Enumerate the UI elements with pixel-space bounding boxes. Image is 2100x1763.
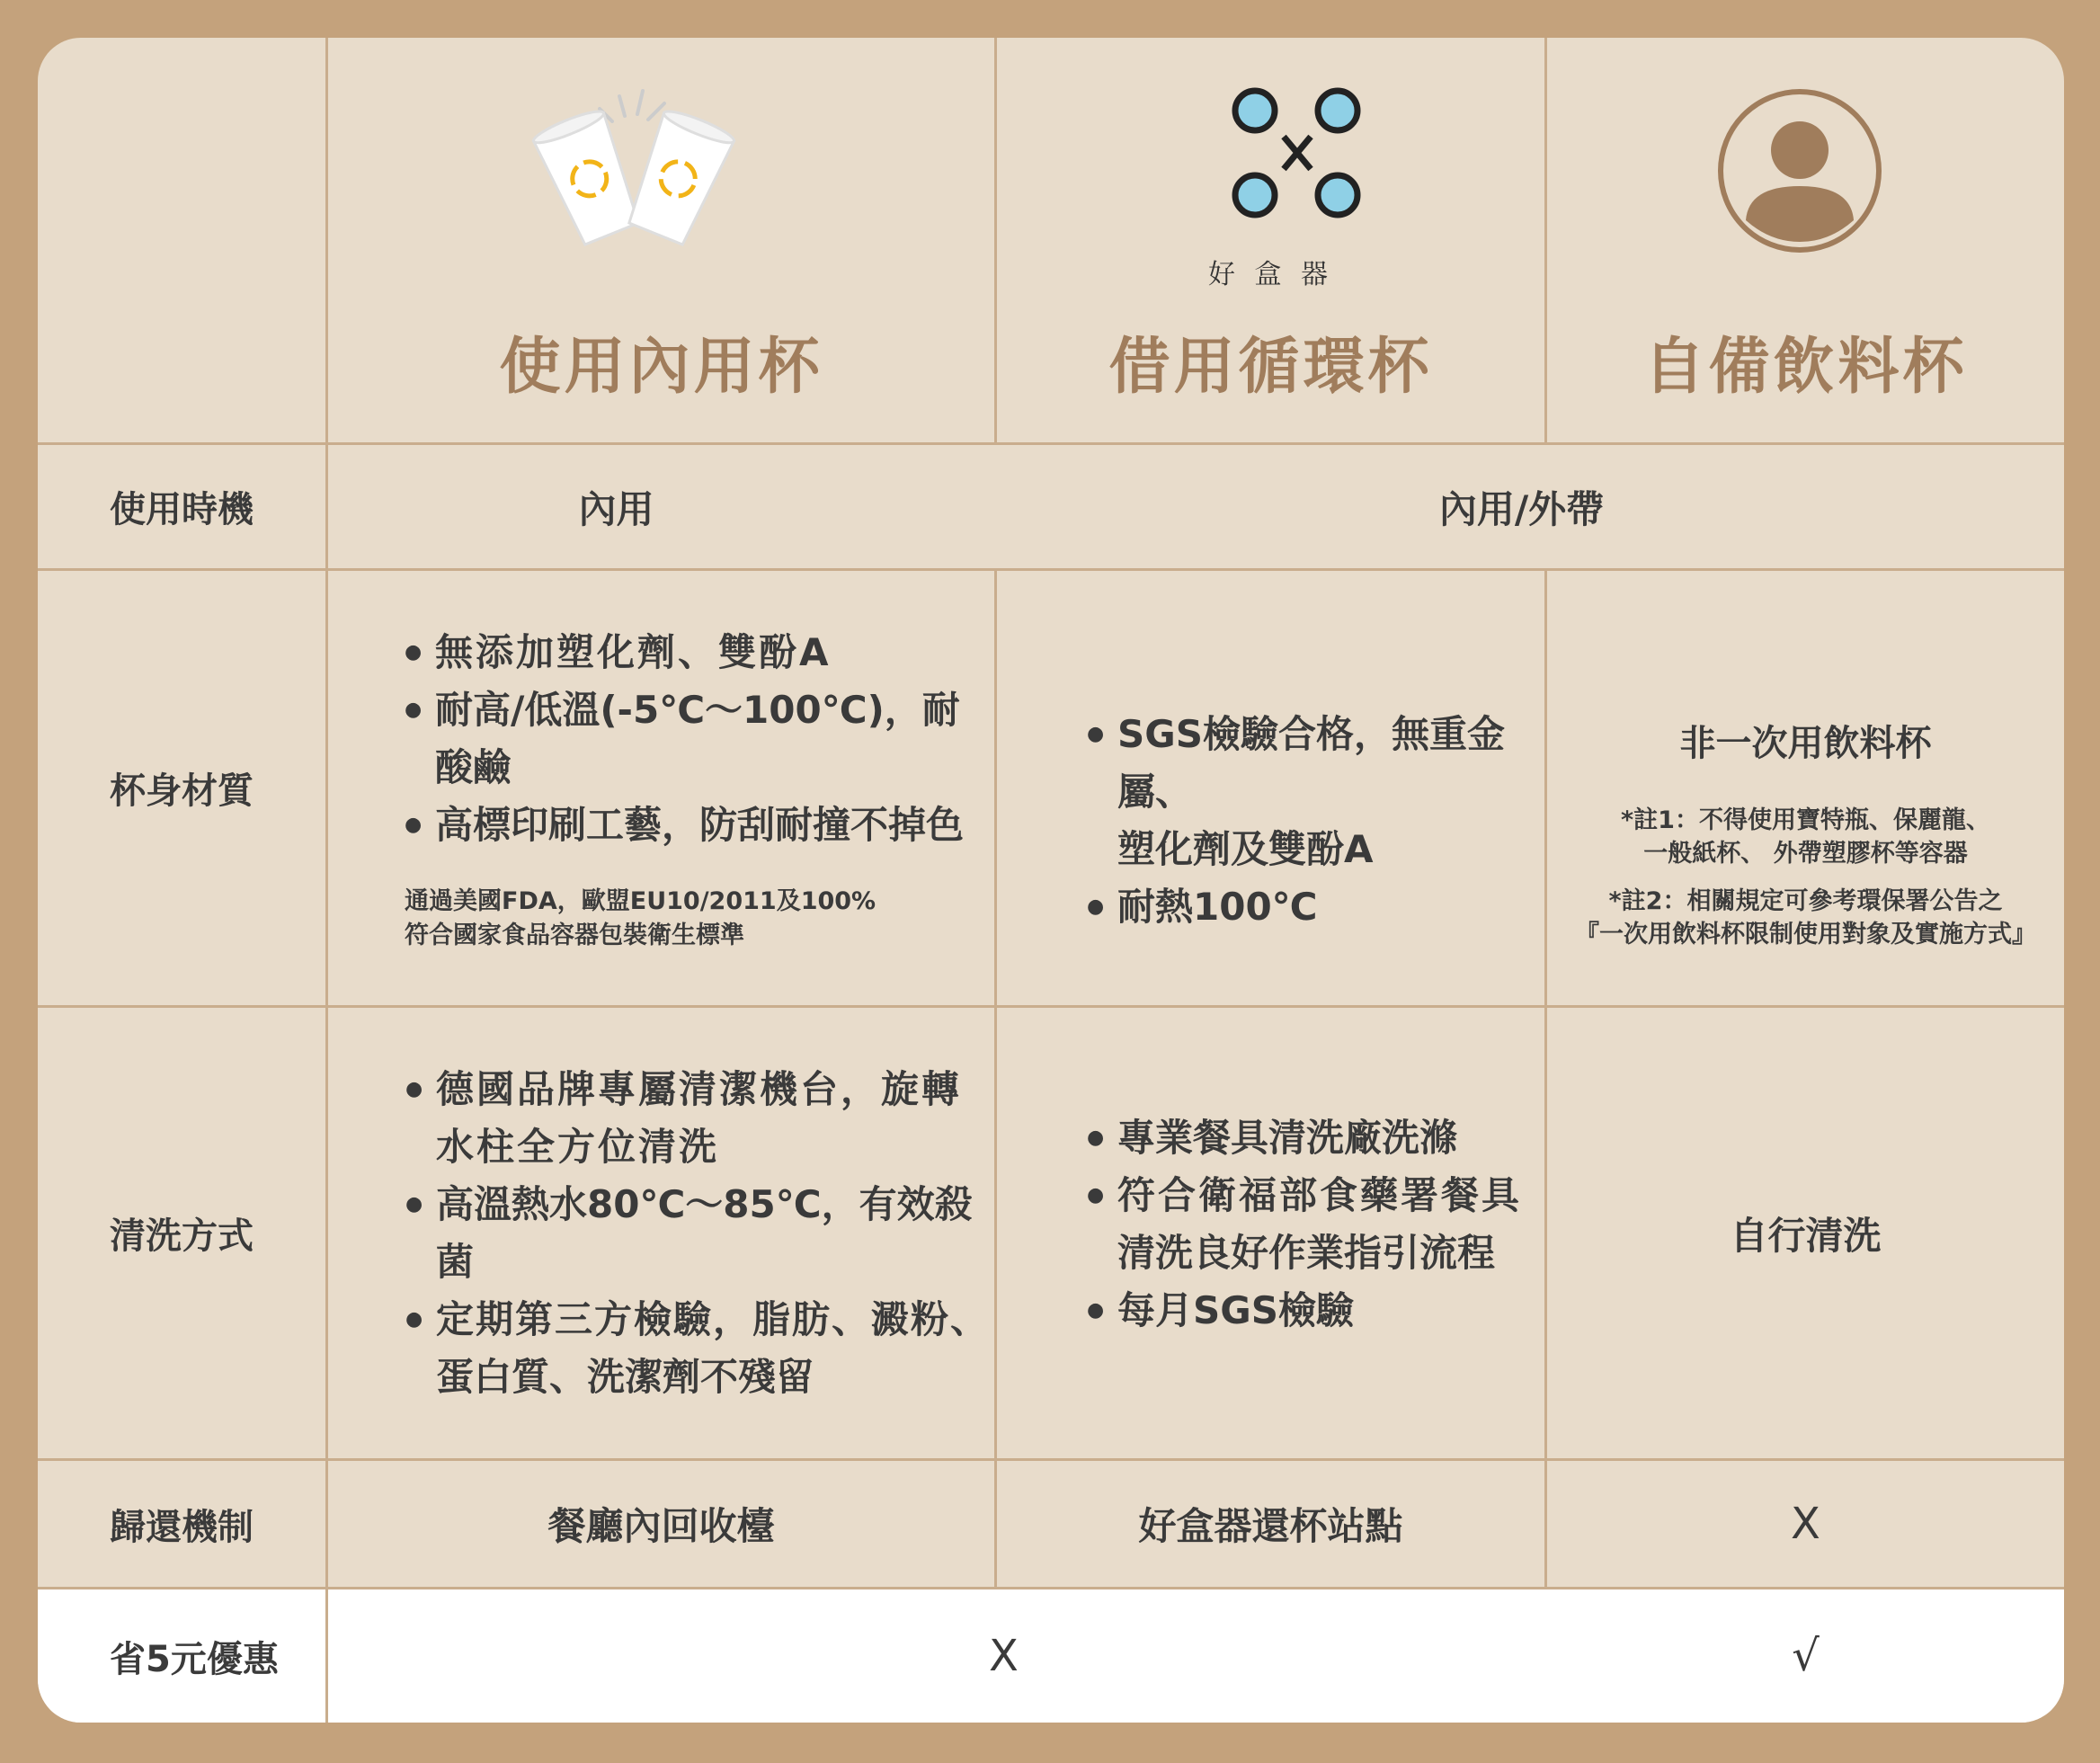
cleaning-own-cup: 自行清洗: [1730, 1213, 1882, 1258]
list-item: ● 高溫熱水80℃～85℃，有效殺菌: [405, 1176, 994, 1291]
row-label-material: 杯身材質: [110, 770, 254, 812]
list-item: ● 耐高/低溫(-5℃～100℃)，耐酸鹼: [405, 681, 994, 797]
note-line: *註2：相關規定可參考環保署公告之: [1608, 887, 2003, 915]
col-title-own-cup: 自備飲料杯: [1643, 332, 1968, 403]
return-dine-in: 餐廳內回收檯: [547, 1504, 775, 1548]
comparison-card: [38, 38, 2064, 1723]
list-item: 塑化劑及雙酚A: [1117, 827, 1374, 871]
cleaning-reusable-list: [1087, 1109, 1522, 1340]
material-reusable-list: [1087, 706, 1544, 936]
header-col-dine-in-cup: [328, 38, 994, 442]
cheers-cups-icon: [517, 78, 751, 258]
material-dine-in: [328, 571, 994, 1005]
list-item: ● 德國品牌專屬清潔機台，旋轉: [405, 1061, 994, 1118]
col-title-dine-in-cup: 使用內用杯: [499, 332, 823, 403]
list-item: ● SGS檢驗合格，無重金屬、: [1087, 706, 1544, 821]
timing-dine-in: 內用: [578, 486, 654, 531]
header-col-reusable-cup: [997, 38, 1544, 442]
material-dine-in-note: [405, 885, 994, 953]
list-item: 水柱全方位清洗: [436, 1124, 720, 1169]
note-line: 『一次用飲料杯限制使用對象及實施方式』: [1575, 921, 2036, 948]
list-item: 清洗良好作業指引流程: [1117, 1230, 1496, 1275]
discount-not-eligible: X: [989, 1631, 1019, 1681]
list-item: ● 耐熱100℃: [1087, 878, 1544, 936]
material-own-cup: [1547, 571, 2064, 1005]
cleaning-dine-in-list: [405, 1061, 994, 1406]
note-line: *註1：不得使用寶特瓶、保麗龍、: [1621, 806, 1990, 834]
user-avatar-icon: [1716, 87, 1883, 254]
material-own-note-1: [1575, 804, 2036, 870]
discount-eligible: √: [1792, 1631, 1820, 1681]
material-reusable: [997, 571, 1544, 1005]
logo-text: 好 盒 器: [1207, 259, 1334, 290]
list-item: ● 高標印刷工藝，防刮耐撞不掉色: [405, 797, 994, 854]
note-line: 一般紙杯、 外帶塑膠杯等容器: [1643, 840, 1968, 868]
row-label-discount: 省5元優惠: [110, 1638, 279, 1680]
material-dine-in-list: [405, 624, 994, 854]
timing-dine-in-takeout: 內用/外帶: [1438, 486, 1605, 531]
list-item: ● 專業餐具清洗廠洗滌: [1087, 1109, 1522, 1167]
list-item: ● 符合衛福部食藥署餐具: [1087, 1167, 1522, 1224]
row-label-timing: 使用時機: [110, 489, 254, 530]
header-col-own-cup: [1547, 38, 2064, 442]
cleaning-dine-in: [328, 1008, 994, 1458]
good-to-go-logo-icon: [1232, 87, 1368, 222]
list-item: ● 無添加塑化劑、雙酚A: [405, 624, 994, 681]
row-label-cleaning: 清洗方式: [110, 1215, 254, 1257]
col-title-reusable-cup: 借用循環杯: [1108, 332, 1433, 403]
list-item: 蛋白質、洗潔劑不殘留: [436, 1354, 814, 1399]
material-own-title: 非一次用飲料杯: [1679, 723, 1932, 764]
return-reusable: 好盒器還杯站點: [1138, 1504, 1403, 1548]
list-item: ● 每月SGS檢驗: [1087, 1282, 1522, 1340]
cleaning-reusable: [997, 1008, 1544, 1458]
list-item: ● 定期第三方檢驗，脂肪、澱粉、: [405, 1291, 994, 1349]
return-own-cup: X: [1791, 1499, 1820, 1549]
note-line: 符合國家食品容器包裝衛生標準: [405, 921, 744, 949]
material-own-note-2: [1575, 885, 2036, 951]
row-label-return: 歸還機制: [110, 1506, 254, 1548]
note-line: 通過美國FDA，歐盟EU10/2011及100%: [405, 886, 876, 915]
